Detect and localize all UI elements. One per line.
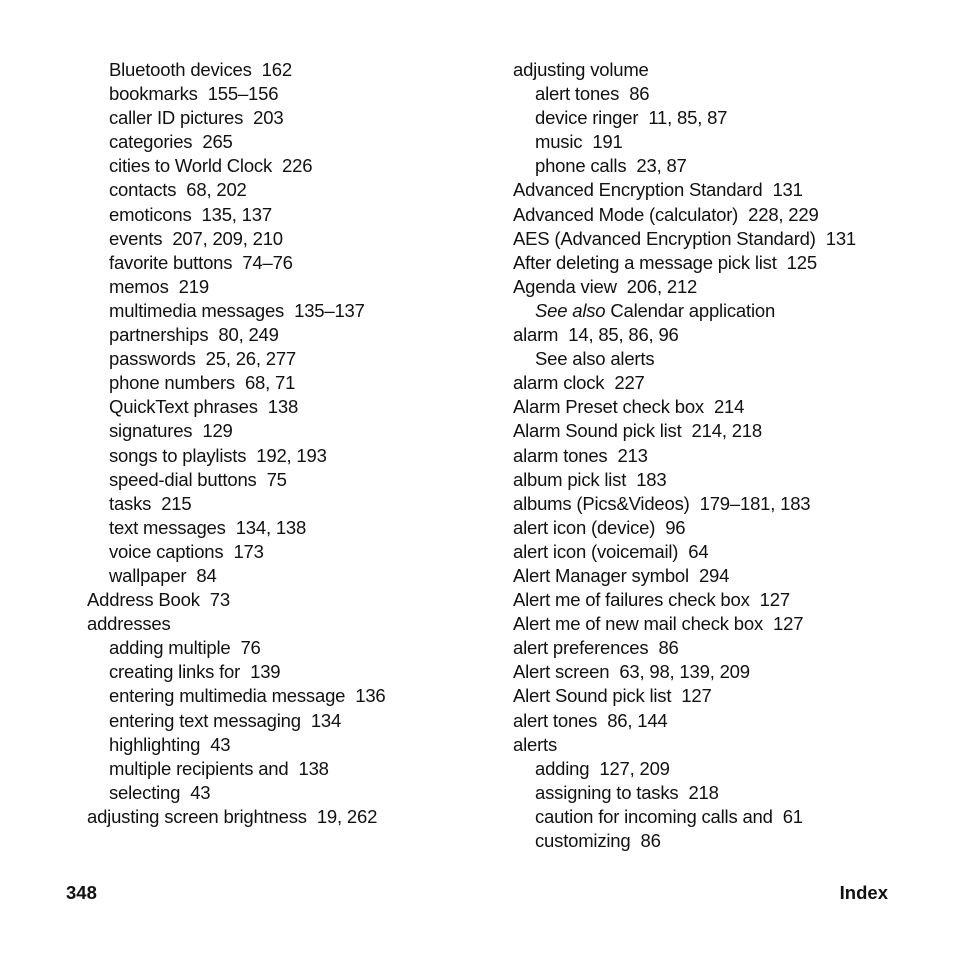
index-term: memos [109, 275, 169, 297]
index-subentry [87, 684, 487, 708]
index-term: partnerships [109, 324, 209, 346]
page-references: 96 [665, 516, 686, 538]
index-column-right [513, 58, 933, 853]
index-term: tasks [109, 492, 152, 514]
index-term: Alert Manager symbol [513, 564, 689, 586]
index-subentry [513, 106, 933, 130]
index-term: alarm tones [513, 444, 608, 466]
index-entry [513, 227, 933, 251]
index-subentry [513, 347, 933, 371]
page-references: 218 [688, 781, 719, 803]
index-entry [513, 371, 933, 395]
index-subentry [87, 203, 487, 227]
index-entry [513, 58, 933, 82]
page-references: 80, 249 [218, 324, 279, 346]
index-subentry [87, 540, 487, 564]
page-references: 14, 85, 86, 96 [568, 324, 679, 346]
see-also-label: See also [535, 299, 606, 321]
index-subentry [87, 492, 487, 516]
page-references: 86 [640, 830, 661, 851]
page-references: 203 [253, 107, 284, 129]
page-references: 11, 85, 87 [648, 107, 728, 129]
index-subentry [513, 299, 933, 323]
index-subentry [87, 106, 487, 130]
index-term: alert tones [535, 83, 620, 105]
page-references: 214, 218 [691, 420, 762, 442]
page-references: 173 [233, 540, 264, 562]
index-entry [513, 684, 933, 708]
index-subentry [87, 227, 487, 251]
index-term: Advanced Encryption Standard [513, 179, 763, 201]
index-term: adding multiple [109, 637, 231, 659]
index-subentry [513, 757, 933, 781]
page-references: 127, 209 [599, 757, 670, 779]
page-references: 74–76 [242, 251, 293, 273]
index-term: alarm clock [513, 372, 605, 394]
index-term: contacts [109, 179, 177, 201]
page-references: 215 [161, 492, 192, 514]
page-references: 127 [759, 589, 790, 611]
index-subentry [513, 781, 933, 805]
index-term: bookmarks [109, 83, 198, 105]
index-subentry [513, 82, 933, 106]
page-references: 191 [592, 131, 623, 153]
page-references: 43 [210, 733, 231, 755]
index-term: speed-dial buttons [109, 468, 257, 490]
index-subentry [87, 299, 487, 323]
page-references: 68, 71 [244, 372, 296, 394]
index-term: assigning to tasks [535, 781, 679, 803]
index-term: AES (Advanced Encryption Standard) [513, 227, 816, 249]
page-references: 226 [282, 155, 313, 177]
index-term: categories [109, 131, 193, 153]
index-subentry [87, 82, 487, 106]
index-term: See also alerts [535, 348, 655, 370]
index-subentry [87, 733, 487, 757]
index-term: alarm [513, 324, 559, 346]
index-term: alert icon (device) [513, 516, 656, 538]
index-term: passwords [109, 348, 196, 370]
page-references: 155–156 [207, 83, 279, 105]
index-term: Calendar application [610, 299, 776, 321]
index-term: Alert Sound pick list [513, 685, 672, 707]
page-references: 134 [310, 709, 342, 731]
index-entry [513, 636, 933, 660]
index-term: device ringer [535, 107, 639, 129]
index-term: phone calls [535, 155, 627, 177]
index-subentry [87, 516, 487, 540]
index-subentry [87, 251, 487, 275]
index-term: caution for incoming calls and [535, 805, 773, 827]
index-term: Alarm Preset check box [513, 396, 704, 418]
index-term: adjusting screen brightness [87, 805, 307, 827]
index-term: albums (Pics&Videos) [513, 492, 690, 514]
index-term: caller ID pictures [109, 107, 244, 129]
index-term: events [109, 227, 163, 249]
page-references: 63, 98, 139, 209 [619, 661, 750, 683]
page-references: 61 [782, 805, 803, 827]
index-term: signatures [109, 420, 193, 442]
index-entry [513, 540, 933, 564]
index-term: songs to playlists [109, 444, 247, 466]
index-term: Agenda view [513, 275, 617, 297]
index-subentry [513, 829, 933, 853]
index-subentry [87, 58, 487, 82]
index-term: entering multimedia message [109, 685, 346, 707]
index-entry [87, 805, 487, 829]
index-subentry [87, 564, 487, 588]
page-references: 228, 229 [748, 203, 819, 225]
page-references: 64 [688, 540, 709, 562]
index-term: multimedia messages [109, 299, 285, 321]
index-term: multiple recipients and [109, 757, 289, 779]
index-entry [513, 323, 933, 347]
index-entry [513, 516, 933, 540]
page-references: 127 [681, 685, 712, 707]
index-term: highlighting [109, 733, 201, 755]
page-references: 131 [772, 179, 803, 201]
index-entry [87, 612, 487, 636]
page-references: 125 [786, 251, 817, 273]
index-subentry [87, 323, 487, 347]
index-subentry [87, 275, 487, 299]
page-references: 227 [614, 372, 645, 394]
index-term: alert icon (voicemail) [513, 540, 679, 562]
index-term: favorite buttons [109, 251, 233, 273]
index-column-left [87, 58, 487, 829]
page-references: 86 [629, 83, 650, 105]
index-subentry [87, 371, 487, 395]
page-references: 138 [298, 757, 329, 779]
index-term: addresses [87, 613, 171, 635]
index-term: voice captions [109, 540, 224, 562]
page-references: 129 [202, 420, 233, 442]
page-references: 139 [250, 661, 281, 683]
index-term: album pick list [513, 468, 627, 490]
page-references: 135–137 [294, 299, 365, 321]
page-references: 134, 138 [235, 516, 307, 538]
page-references: 25, 26, 277 [205, 348, 297, 370]
index-entry [513, 178, 933, 202]
index-term: text messages [109, 516, 226, 538]
index-subentry [513, 805, 933, 829]
index-subentry [87, 660, 487, 684]
index-entry [513, 275, 933, 299]
index-entry [513, 492, 933, 516]
page-references: 213 [617, 444, 648, 466]
page-references: 76 [240, 637, 261, 659]
index-entry [513, 709, 933, 733]
index-term: alerts [513, 733, 558, 755]
page-references: 23, 87 [636, 155, 687, 177]
index-term: selecting [109, 781, 181, 803]
index-subentry [87, 347, 487, 371]
index-term: Bluetooth devices [109, 59, 252, 80]
index-entry [513, 733, 933, 757]
index-subentry [87, 419, 487, 443]
index-entry [513, 444, 933, 468]
page-references: 219 [178, 275, 209, 297]
index-term: Alert me of new mail check box [513, 613, 764, 635]
index-term: alert tones [513, 709, 598, 731]
page-references: 206, 212 [626, 275, 698, 297]
index-term: Address Book [87, 589, 200, 611]
index-subentry [87, 636, 487, 660]
index-subentry [513, 154, 933, 178]
index-term: Alert screen [513, 661, 610, 683]
index-entry [87, 588, 487, 612]
page-references: 86 [658, 637, 679, 659]
index-term: After deleting a message pick list [513, 251, 777, 273]
index-entry [513, 419, 933, 443]
index-entry [513, 564, 933, 588]
index-term: creating links for [109, 661, 241, 683]
page-references: 136 [355, 685, 386, 707]
index-subentry [87, 781, 487, 805]
index-subentry [87, 130, 487, 154]
page-references: 162 [261, 59, 292, 80]
index-term: wallpaper [109, 564, 187, 586]
index-entry [513, 468, 933, 492]
index-term: entering text messaging [109, 709, 301, 731]
index-subentry [87, 444, 487, 468]
section-label: Index [839, 882, 888, 903]
index-term: Alarm Sound pick list [513, 420, 682, 442]
index-term: music [535, 131, 583, 153]
index-entry [513, 395, 933, 419]
index-term: phone numbers [109, 372, 235, 394]
index-entry [513, 612, 933, 636]
index-subentry [87, 757, 487, 781]
page-references: 135, 137 [201, 203, 272, 225]
index-entry [513, 251, 933, 275]
index-entry [513, 588, 933, 612]
page-references: 127 [773, 613, 804, 635]
page-references: 43 [190, 781, 211, 803]
index-term: adding [535, 757, 590, 779]
index-entry [513, 203, 933, 227]
page-references: 179–181, 183 [699, 492, 811, 514]
index-term: QuickText phrases [109, 396, 258, 418]
page-references: 84 [196, 564, 217, 586]
page-references: 68, 202 [186, 179, 247, 201]
index-subentry [87, 395, 487, 419]
index-term: cities to World Clock [109, 155, 273, 177]
index-entry [513, 660, 933, 684]
page-references: 214 [713, 396, 745, 418]
index-subentry [513, 130, 933, 154]
page-references: 73 [209, 589, 230, 611]
page-references: 192, 193 [256, 444, 327, 466]
page-references: 131 [825, 227, 857, 249]
index-term: emoticons [109, 203, 192, 225]
index-term: Advanced Mode (calculator) [513, 203, 739, 225]
page-references: 265 [202, 131, 233, 153]
index-subentry [87, 178, 487, 202]
index-subentry [87, 468, 487, 492]
index-subentry [87, 154, 487, 178]
page-number: 348 [66, 882, 97, 903]
page-references: 75 [266, 468, 287, 490]
page-references: 138 [267, 396, 299, 418]
index-term: customizing [535, 830, 631, 851]
index-term: Alert me of failures check box [513, 589, 750, 611]
index-term: adjusting volume [513, 59, 649, 80]
page-references: 183 [636, 468, 667, 490]
page-references: 86, 144 [607, 709, 668, 731]
page-references: 294 [698, 564, 730, 586]
page-references: 19, 262 [316, 805, 378, 827]
index-subentry [87, 709, 487, 733]
page-references: 207, 209, 210 [172, 227, 283, 249]
index-term: alert preferences [513, 637, 649, 659]
